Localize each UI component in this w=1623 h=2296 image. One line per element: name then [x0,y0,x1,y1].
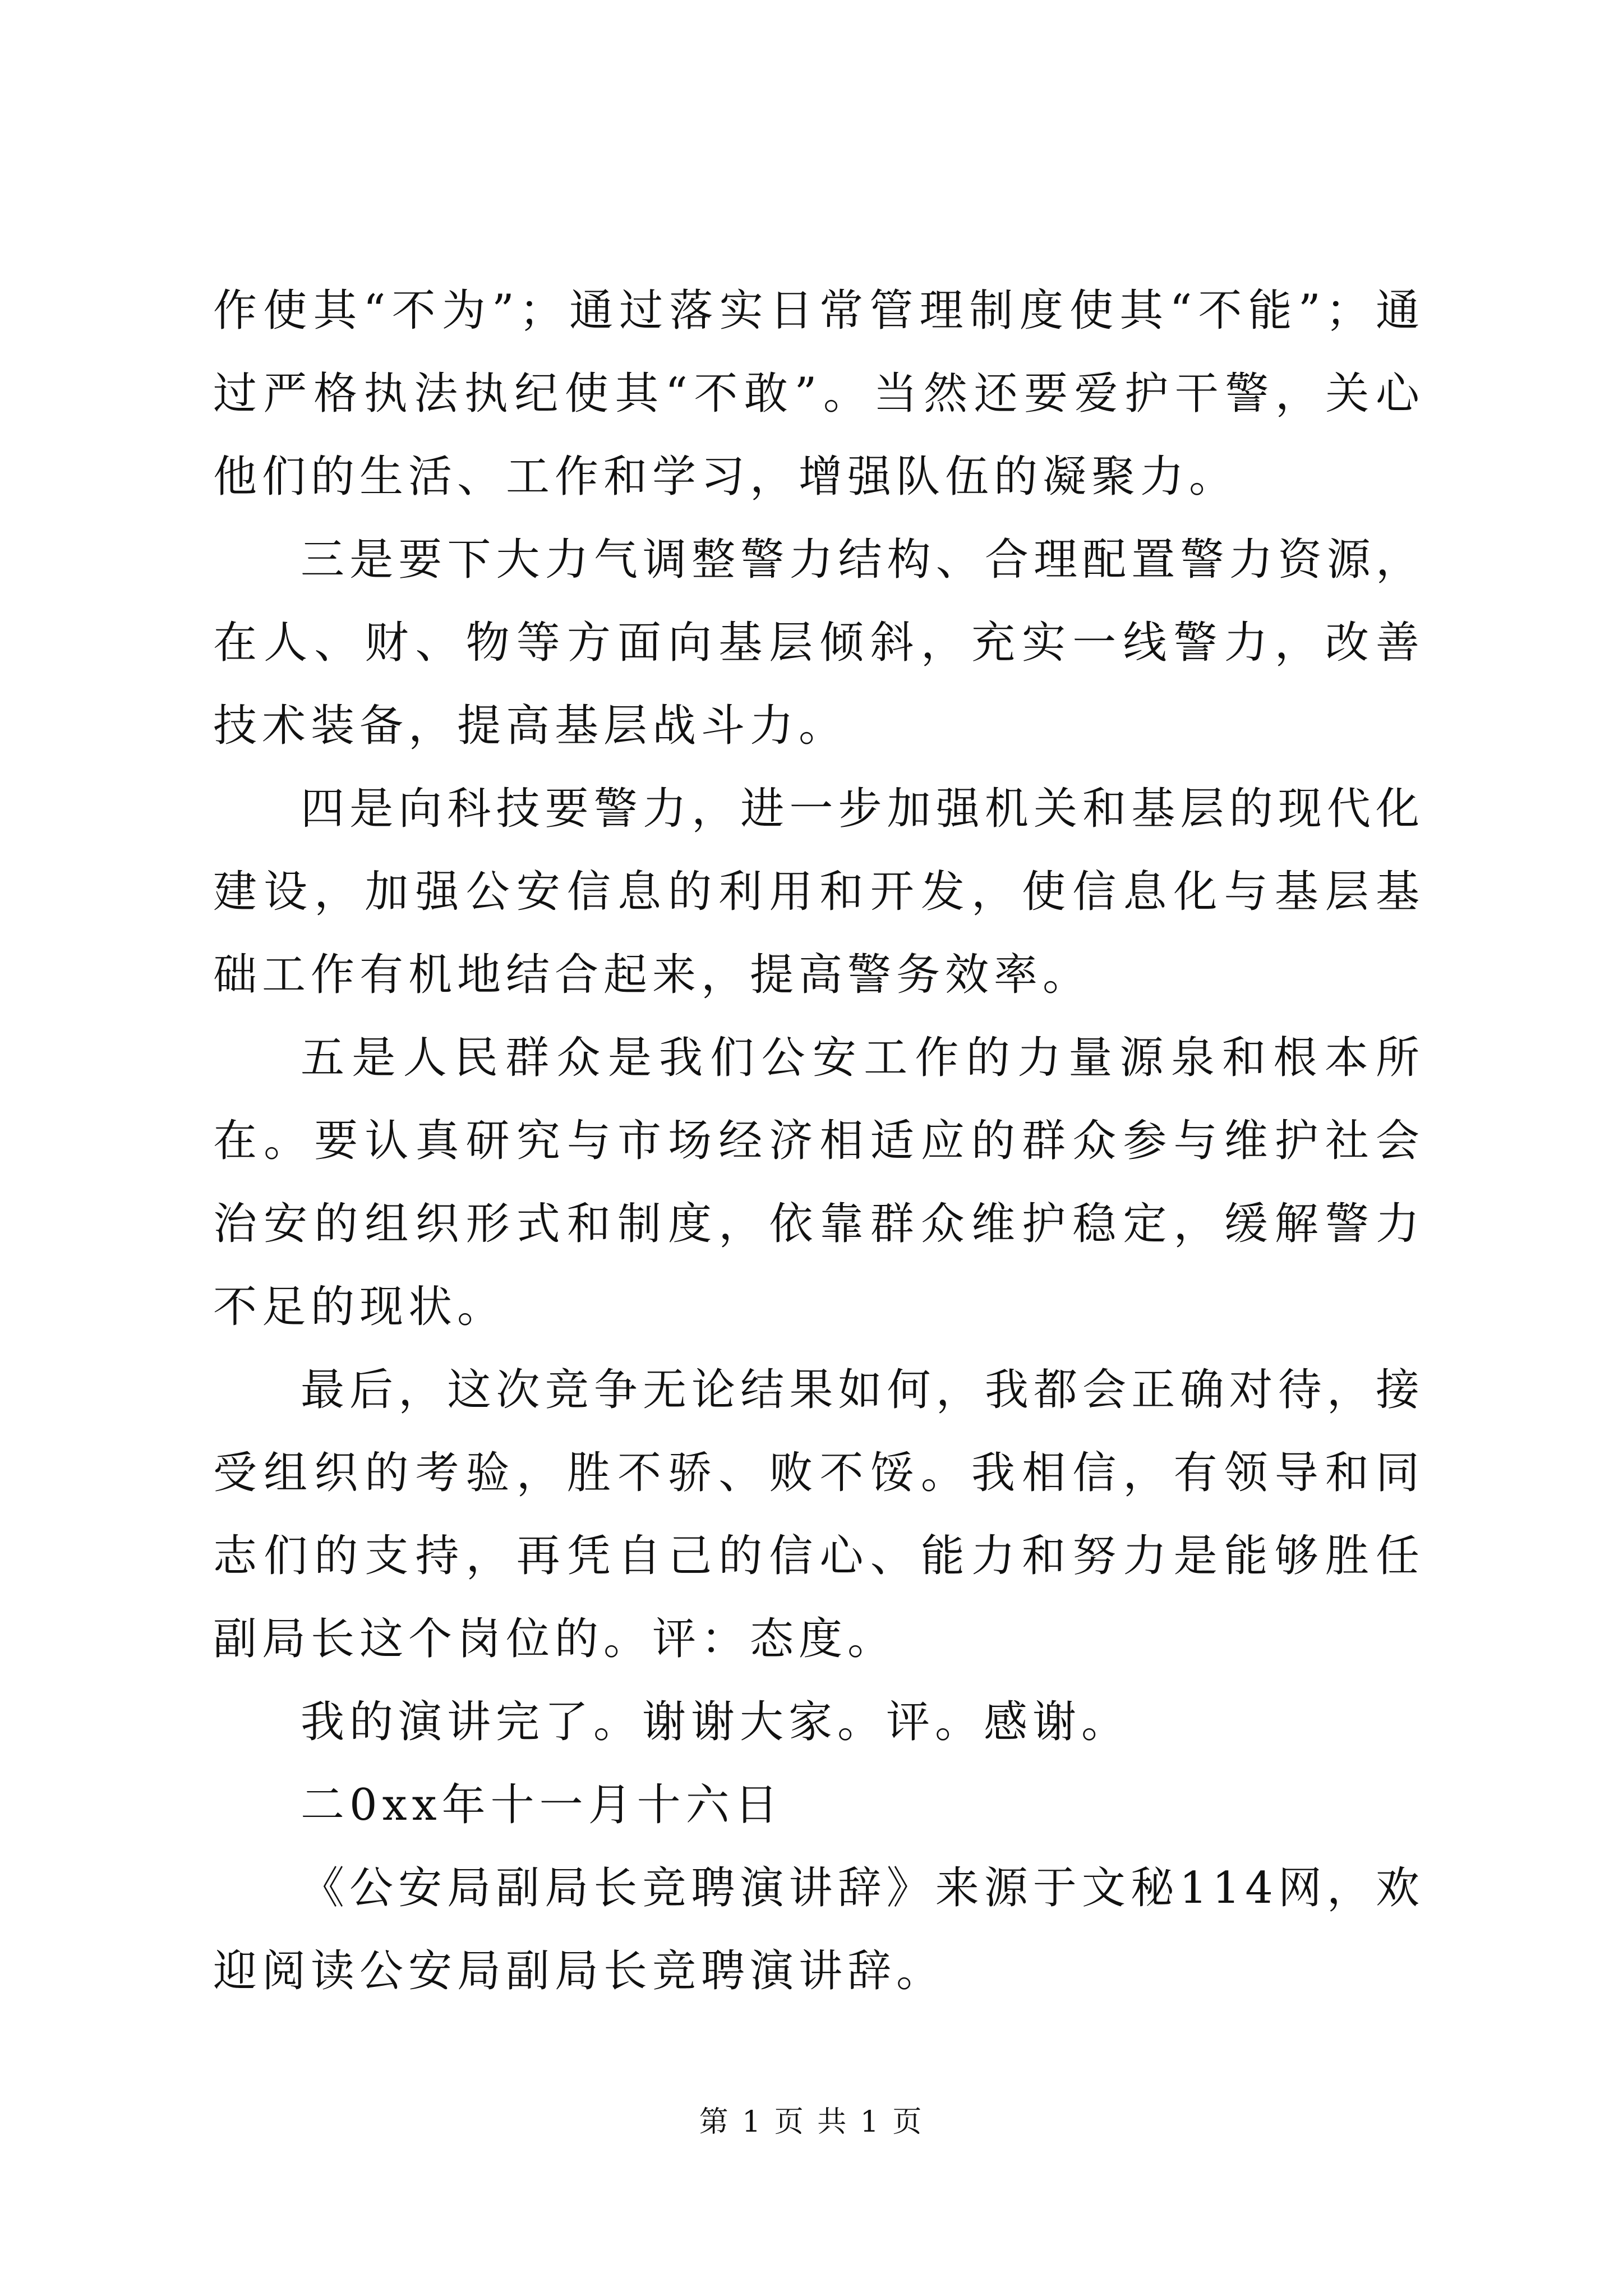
paragraph-5: 最后，这次竞争无论结果如何，我都会正确对待，接受组织的考验，胜不骄、败不馁。我相信，有领导和同志们的支持，再凭自己的信心、能力和努力是能够胜任副局长这个岗位的。评：态度。 [213,1365,1424,1664]
paragraph-4: 五是人民群众是我们公安工作的力量源泉和根本所在。要认真研究与市场经济相适应的群众参与维护社会治安的组织形式和制度，依靠群众维护稳定，缓解警力不足的现状。 [213,1033,1424,1332]
paragraph-6: 我的演讲完了。谢谢大家。评。感谢。 [301,1697,1131,1747]
source-note: 《公安局副局长竞聘演讲辞》来源于文秘114网，欢迎阅读公安局副局长竞聘演讲辞。 [213,1863,1424,1996]
paragraph-2: 三是要下大力气调整警力结构、合理配置警力资源，在人、财、物等方面向基层倾斜，充实一线警力，改善技术装备，提高基层战斗力。 [213,535,1424,751]
page-number-footer: 第 1 页 共 1 页 [699,2105,924,2139]
document-body [213,269,1424,2013]
date-line: 二0xx年十一月十六日 [301,1780,783,1830]
paragraph-1: 作使其“不为”；通过落实日常管理制度使其“不能”；通过严格执法执纪使其“不敢”。当然还要爱护干警，关心他们的生活、工作和学习，增强队伍的凝聚力。 [213,286,1424,502]
paragraph-3: 四是向科技要警力，进一步加强机关和基层的现代化建设，加强公安信息的利用和开发，使信息化与基层基础工作有机地结合起来，提高警务效率。 [213,784,1424,1000]
